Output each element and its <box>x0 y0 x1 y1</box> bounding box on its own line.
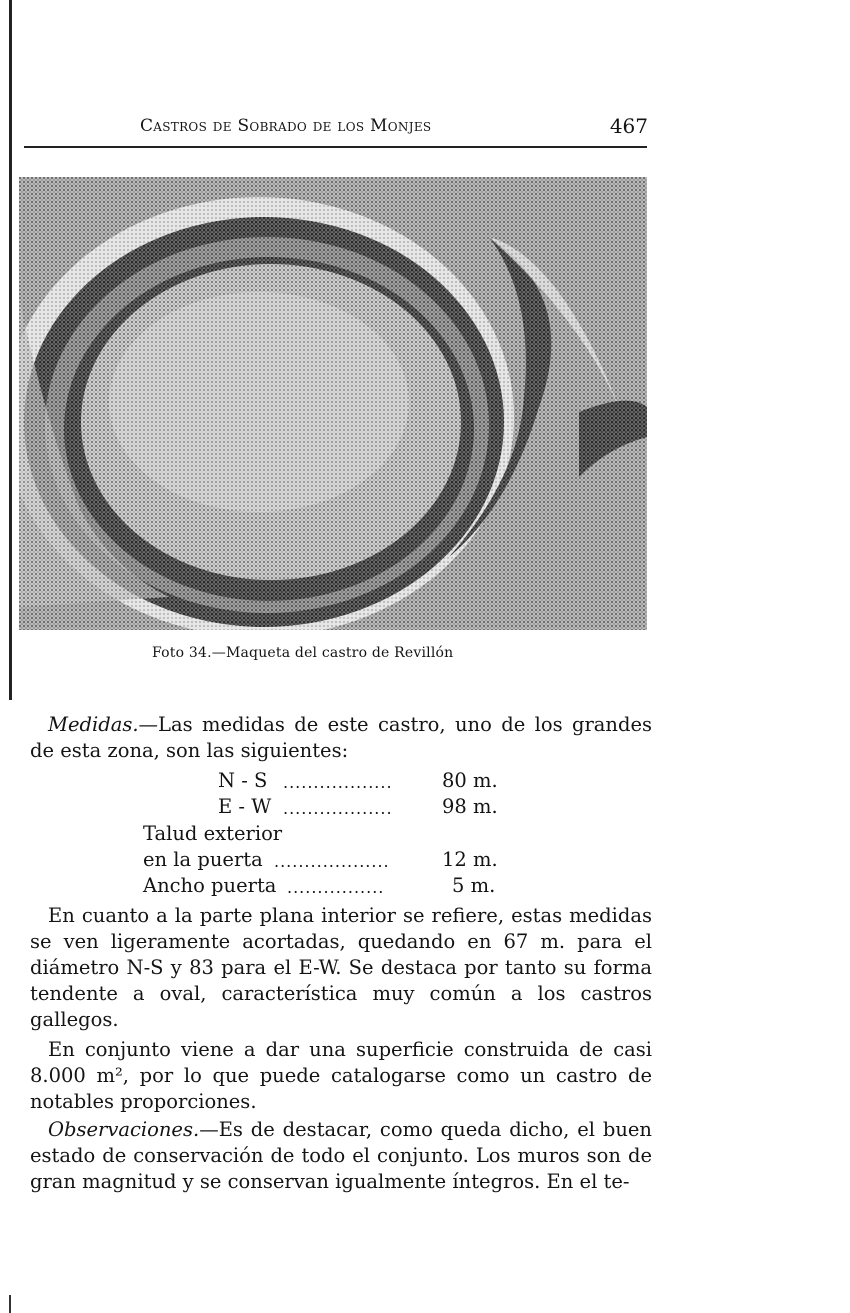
measure-value-ew: 98 m. <box>442 795 498 818</box>
measure-value-ancho: 5 m. <box>452 874 496 897</box>
header-rule <box>24 146 647 148</box>
measure-label-puerta: en la puerta <box>143 848 263 871</box>
paragraph-interior <box>30 903 652 1033</box>
measure-leader-ancho: ................ <box>287 878 385 897</box>
observaciones-paragraph <box>30 1117 652 1195</box>
page-edge-shadow-bottom <box>9 1295 11 1313</box>
measure-label-talud: Talud exterior <box>143 822 283 845</box>
measure-label-ew: E - W <box>218 795 272 818</box>
paragraph-interior-text: En cuanto a la parte plana interior se refiere, estas medidas se ven ligeramente acortadas, quedando en 67 m. para el diámetro N-S y 83 para el E-W. Se destaca por tanto su forma tendente a oval, característica muy común a los castros gallegos. <box>30 904 652 1031</box>
measure-value-ns: 80 m. <box>442 769 498 792</box>
page-edge-shadow <box>9 0 12 700</box>
measure-leader-puerta: ................... <box>274 852 390 871</box>
measure-label-ns: N - S <box>218 769 268 792</box>
observaciones-title: Observaciones. <box>48 1118 200 1141</box>
paragraph-superficie <box>30 1037 652 1115</box>
observaciones-text: —Es de destacar, como queda dicho, el buen estado de conservación de todo el conjunto. Los muros son de gran magnitud y se conservan igualmente íntegros. En el te- <box>30 1118 652 1193</box>
castro-model-photo <box>19 177 647 630</box>
measure-leader-ns: .................. <box>283 773 393 792</box>
measure-leader-ew: .................. <box>283 799 393 818</box>
photo-caption: Foto 34.—Maqueta del castro de Revillón <box>152 645 454 661</box>
measure-value-puerta: 12 m. <box>442 848 498 871</box>
medidas-title: Medidas. <box>48 713 139 736</box>
measure-label-ancho: Ancho puerta <box>143 874 277 897</box>
page-number: 467 <box>609 114 648 138</box>
running-head: Castros de Sobrado de los Monjes <box>140 116 432 136</box>
medidas-text: —Las medidas de este castro, uno de los grandes de esta zona, son las siguientes: <box>30 713 652 762</box>
medidas-paragraph <box>30 712 652 764</box>
paragraph-superficie-text: En conjunto viene a dar una superficie construida de casi 8.000 m², por lo que puede catalogarse como un castro de notables proporciones. <box>30 1038 652 1113</box>
